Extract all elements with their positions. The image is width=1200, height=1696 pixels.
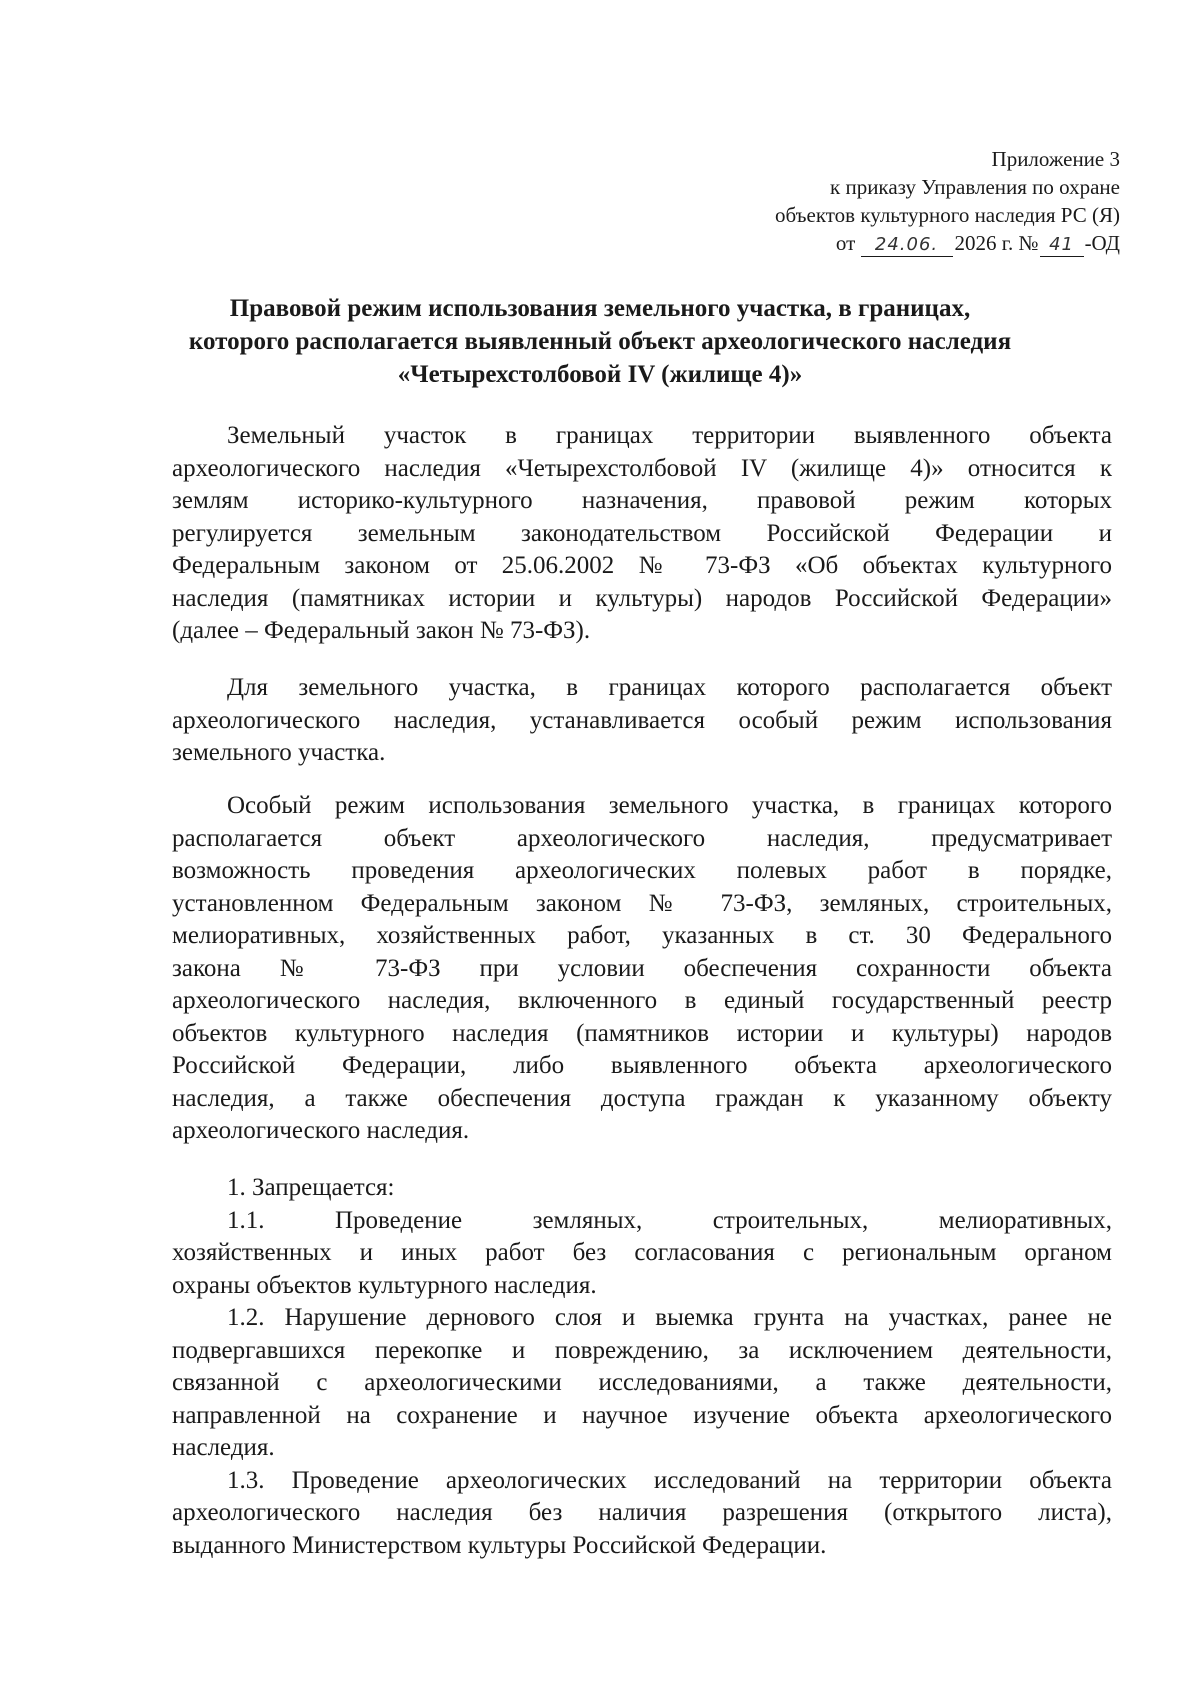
list-item-line: направленной на сохранение и научное изучение объекта археологического	[172, 1401, 1112, 1429]
text-line: установленном Федеральным законом № 73-ФЗ, земляных, строительных,	[172, 889, 1112, 917]
text-line: Для земельного участка, в границах которого располагается объект	[227, 674, 1112, 701]
text-line: закона № 73-ФЗ при условии обеспечения сохранности объекта	[172, 954, 1112, 982]
list-item-line: 1.1. Проведение земляных, строительных, мелиоративных,	[227, 1206, 1112, 1234]
text-line: объектов культурного наследия (памятников истории и культуры) народов	[172, 1019, 1112, 1047]
list-heading: 1. Запрещается:	[227, 1174, 395, 1201]
list-item-line: связанной с археологическими исследованиями, а также деятельности,	[172, 1369, 1112, 1396]
list-item-line: 1.3. Проведение археологических исследований на территории объекта	[227, 1466, 1112, 1494]
text-line: землям историко-культурного назначения, правовой режим которых	[172, 487, 1112, 514]
number-suffix: -ОД	[1084, 231, 1120, 255]
text-line: археологического наследия.	[172, 1117, 470, 1144]
date-blank-field	[861, 232, 953, 257]
text-line: археологического наследия «Четырехстолбовой IV (жилище 4)» относится к	[172, 454, 1112, 482]
appendix-date-number-line	[775, 229, 1120, 257]
list-item-line: наследия.	[172, 1434, 275, 1461]
handwritten-date: 24.06.	[874, 234, 939, 255]
year-text: 2026 г. №	[954, 231, 1039, 255]
document-title	[130, 292, 1070, 391]
text-line: Российской Федерации, либо выявленного объекта археологического	[172, 1052, 1112, 1079]
paragraph-special-regime	[172, 672, 1112, 770]
appendix-title: Приложение 3	[991, 147, 1120, 171]
text-line: археологического наследия, включенного в единый государственный реестр	[172, 987, 1112, 1014]
text-line: регулируется земельным законодательством Российской Федерации и	[172, 519, 1112, 547]
text-line: Особый режим использования земельного участка, в границах которого	[227, 792, 1112, 819]
text-line: земельного участка.	[172, 739, 386, 766]
appendix-header	[775, 145, 1120, 257]
list-item-line: охраны объектов культурного наследия.	[172, 1271, 597, 1299]
number-blank-field	[1040, 232, 1084, 257]
paragraph-land-category	[172, 420, 1112, 648]
text-line: археологического наследия, устанавливается особый режим использования	[172, 706, 1112, 734]
list-item-line: подвергавшихся перекопке и повреждению, за исключением деятельности,	[172, 1336, 1112, 1364]
title-line: Правовой режим использования земельного участка, в границах,	[229, 295, 971, 322]
text-line: Земельный участок в границах территории выявленного объекта	[227, 422, 1112, 449]
list-item-line: археологического наследия без наличия разрешения (открытого листа),	[172, 1499, 1112, 1526]
title-line: «Четырехстолбовой IV (жилище 4)»	[397, 361, 803, 388]
list-item-line: 1.2. Нарушение дернового слоя и выемка грунта на участках, ранее не	[227, 1304, 1112, 1331]
text-line: (далее – Федеральный закон № 73-ФЗ).	[172, 617, 591, 644]
text-line: возможность проведения археологических полевых работ в порядке,	[172, 857, 1112, 884]
text-line: располагается объект археологического наследия, предусматривает	[172, 824, 1112, 852]
date-prefix: от	[835, 231, 856, 255]
text-line: наследия (памятниках истории и культуры) народов Российской Федерации»	[172, 584, 1112, 612]
prohibitions-list	[172, 1172, 1112, 1562]
handwritten-number: 41	[1049, 234, 1075, 255]
text-line: наследия, а также обеспечения доступа граждан к указанному объекту	[172, 1084, 1112, 1112]
appendix-order-ref: к приказу Управления по охране	[830, 175, 1120, 199]
list-item-line: выданного Министерством культуры Российской Федерации.	[172, 1531, 827, 1559]
appendix-organization: объектов культурного наследия РС (Я)	[775, 203, 1120, 227]
text-line: мелиоративных, хозяйственных работ, указанных в ст. 30 Федерального	[172, 922, 1112, 949]
paragraph-regime-provisions	[172, 790, 1112, 1148]
list-item-line: хозяйственных и иных работ без согласования с региональным органом	[172, 1239, 1112, 1266]
text-line: Федеральным законом от 25.06.2002 № 73-ФЗ «Об объектах культурного	[172, 552, 1112, 579]
title-line: которого располагается выявленный объект археологического наследия	[188, 328, 1012, 355]
